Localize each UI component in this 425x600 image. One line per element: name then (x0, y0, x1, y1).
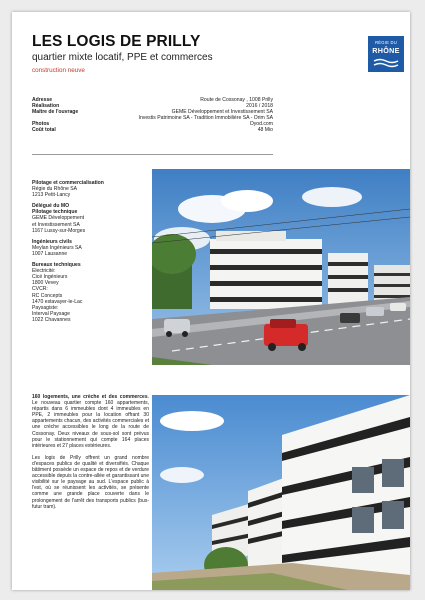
credit-line: Interval Paysage (32, 310, 70, 317)
credit-block (32, 203, 152, 233)
credit-heading: Pilotage et commercialisation (32, 180, 104, 186)
fact-value: Route de Cossonay , 1008 Prilly (200, 97, 273, 103)
credit-line: GEME Développement (32, 215, 85, 222)
paragraph: 160 logements, une crèche et des commerces. Le nouveau quartier compte 160 appartements, répartis dans 6 immeubles dont 4 immeubles en PPE, 2 immeubles pour la location offrant 30 appartements chacun, des activités commerciales et une crèche accessibles le long de la route de Cossonay. Deux niveaux de sous-sol sont prévus pour le stationnement qui compte 164 places intérieures et 27 places extérieures. (32, 394, 149, 449)
paragraph: Les logis de Prilly offrent un grand nombre d'espaces publics de qualité et diversifiés. Chaque bâtiment possède un espace de repos et de verdure accessible depuis la contre-allée et garantissant une visibilité sur le paysage au sud. L'espace public à l'est, où se réunissent les activités, se présente comme une grande place couverte dans le prolongement de l'arrêt des transports publics (bus-futur tram). (32, 454, 149, 510)
credit-line: 1167 Lussy-sur-Morges (32, 227, 86, 234)
credit-line: Régie du Rhône SA (32, 186, 78, 193)
credit-line: RC Concepts (32, 292, 63, 299)
credit-line: 1213 Petit-Lancy (32, 192, 71, 199)
credit-line: 1800 Vevey (32, 280, 59, 287)
credit-line: Electricité: (32, 268, 56, 275)
credit-block (32, 239, 152, 257)
fact-label: Réalisation (32, 103, 60, 110)
paragraph-text: Le nouveau quartier compte 160 appartements, répartis dans 6 immeubles dont 4 immeubles en PPE, 2 immeubles pour la location offrant 30 appartements chacun, des activités commerciales et une crèche accessibles le long de la route de Cossonay. Deux niveaux de sous-sol sont prévus pour le stationnement qui compte 164 places intérieures et 27 places extérieures. (32, 400, 149, 449)
photo-illustration (152, 169, 410, 365)
fact-label: Maître de l'ouvrage (32, 109, 79, 116)
regie-du-rhone-logo (368, 36, 404, 72)
fact-value: 48 Mio (257, 127, 273, 134)
wave-icon (373, 57, 399, 69)
credit-heading: Pilotage technique (32, 209, 78, 216)
project-credits (32, 180, 152, 328)
logo-line2: RHÔNE (372, 46, 400, 55)
credit-line: Cicé Ingénieurs (32, 274, 68, 281)
fact-value: Dyod.com (250, 121, 273, 128)
credit-block (32, 262, 152, 323)
fact-row (32, 127, 273, 133)
fact-value: GEME Développement et Investissement SA (171, 109, 273, 116)
credit-heading: Bureaux techniques (32, 262, 81, 269)
logo-line1: RÉGIE DU (375, 40, 397, 45)
fact-label: Photos (32, 121, 50, 128)
page-subtitle: quartier mixte locatif, PPE et commerces (32, 52, 213, 63)
fact-label: Adresse (32, 97, 53, 103)
credit-line: 1007 Lausanne (32, 250, 68, 257)
fact-label: Coût total (32, 127, 56, 134)
page-title: LES LOGIS DE PRILLY (32, 33, 201, 50)
credit-line: 1470 estavayer-le-Lac (32, 298, 83, 305)
fact-value: Investis Patrimoine SA - Tradition Immobilière SA - Orim SA (138, 115, 273, 122)
body-text (32, 394, 149, 516)
document-page (12, 12, 410, 590)
credit-block (32, 180, 152, 198)
photo-facade (152, 395, 410, 590)
photo-street-view (152, 169, 410, 365)
lead-text: 160 logements, une crèche et des commerces (32, 394, 148, 400)
credit-line: et Investissement SA (32, 221, 80, 228)
credit-line: Meylan Ingénieurs SA (32, 244, 82, 251)
photo-illustration (152, 395, 410, 590)
project-facts (32, 97, 273, 134)
project-type: construction neuve (32, 67, 85, 74)
credit-line: 1022 Chavannes (32, 316, 71, 323)
credit-line: CVCR: (32, 286, 48, 293)
credit-heading: Délégué du MO (32, 203, 70, 210)
credit-line: Paysagiste: (32, 304, 59, 311)
fact-value: 2016 / 2018 (246, 103, 273, 110)
credit-heading: Ingénieurs civils (32, 238, 72, 245)
divider (32, 154, 273, 155)
